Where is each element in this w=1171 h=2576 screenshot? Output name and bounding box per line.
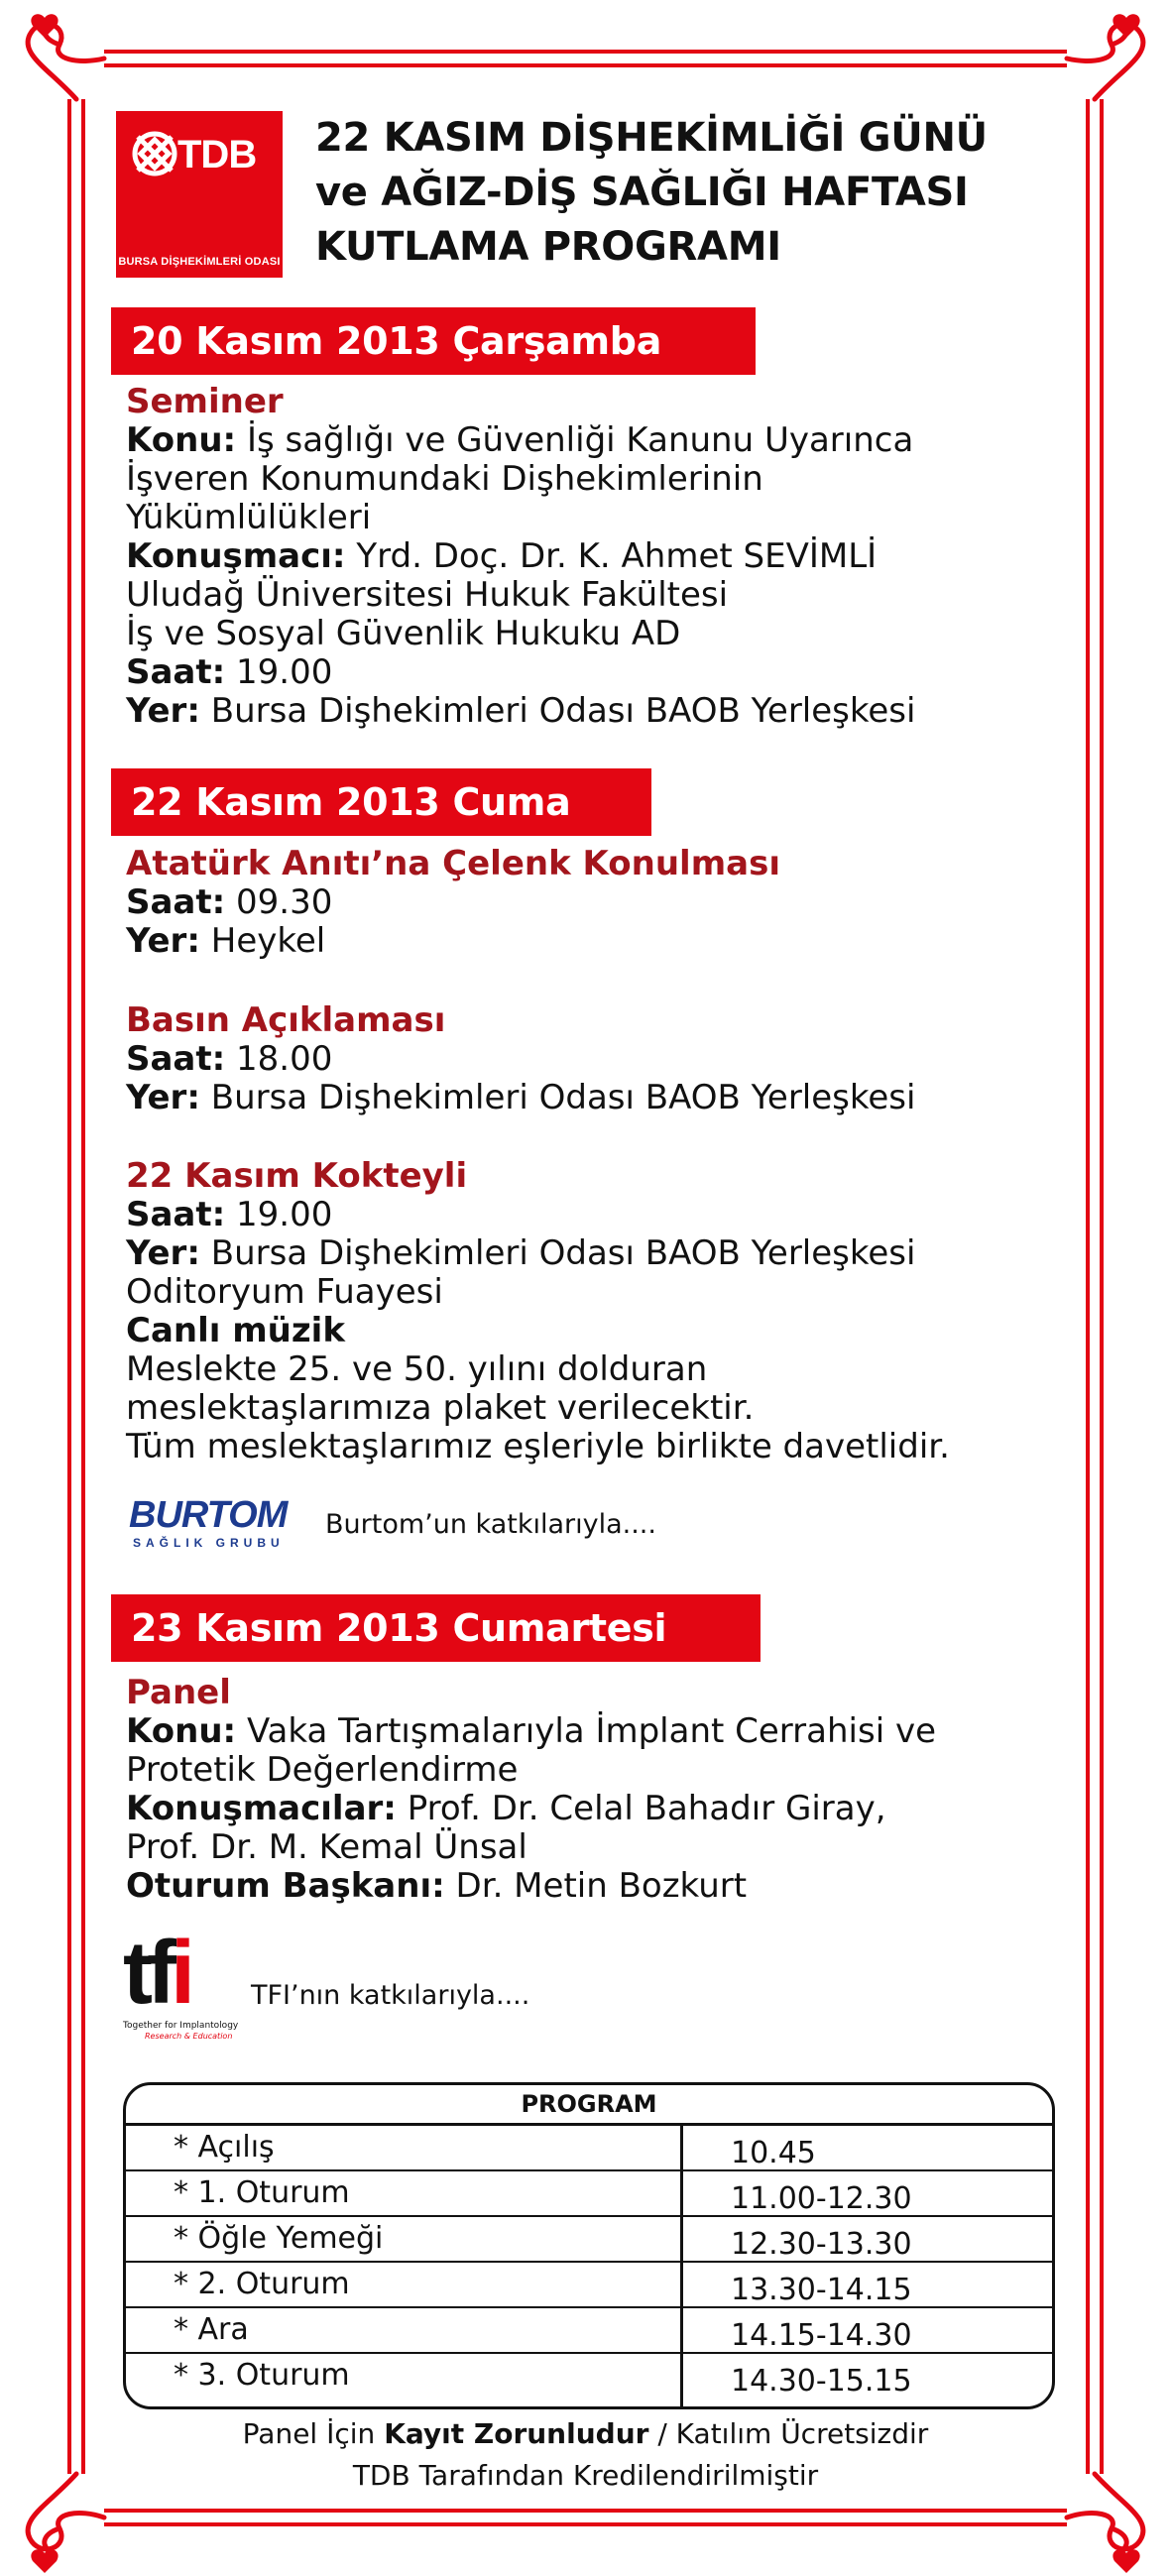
table-row [126,2217,1052,2263]
program-item: * Öğle Yemeği [174,2221,384,2256]
footer-line-1 [0,2417,1171,2450]
speaker-text: Uludağ Üniversitesi Hukuk Fakültesi [126,575,729,615]
chair-value: Dr. Metin Bozkurt [455,1866,748,1906]
place-label: Yer: [126,921,200,961]
section-heading: Atatürk Anıtı’na Çelenk Konulması [126,844,780,883]
heart-icon [31,2549,58,2573]
time-label: Saat: [126,1039,226,1079]
table-row [126,2171,1052,2217]
title-line: KUTLAMA PROGRAMI [315,224,781,270]
tdb-logo [116,111,283,278]
place-value: Bursa Dişhekimleri Odası BAOB Yerleşkesi [210,1233,916,1273]
section-heading: Basın Açıklaması [126,1000,446,1040]
speaker-text: İş ve Sosyal Güvenlik Hukuku AD [126,614,681,653]
tfi-logo-mark [123,1924,189,2023]
registration-required: Kayıt Zorunludur [384,2417,649,2450]
speakers-text: Prof. Dr. M. Kemal Ünsal [126,1827,527,1867]
speaker-label: Konuşmacı: [126,536,346,576]
time-value: 19.00 [236,1195,333,1234]
time-value: 18.00 [236,1039,333,1079]
place-value: Heykel [210,921,326,961]
panel-section [126,1674,936,1906]
program-item: * 1. Oturum [174,2175,350,2210]
konu-text: İş sağlığı ve Güvenliği Kanunu Uyarınca [246,420,914,460]
celenk-section [126,845,780,961]
program-item: * 2. Oturum [174,2267,350,2301]
table-row [126,2354,1052,2398]
seminer-section [126,383,915,731]
footer-text: / Katılım Ücretsizdir [648,2417,929,2450]
program-time: 13.30-14.15 [731,2273,912,2307]
title-line: ve AĞIZ-DİŞ SAĞLIĞI HAFTASI [315,170,969,215]
chair-label: Oturum Başkanı: [126,1866,445,1906]
title-line: 22 KASIM DİŞHEKİMLİĞİ GÜNÜ [315,115,988,161]
tfi-logo-tf: tf [123,1924,171,2023]
knot-icon [124,123,185,184]
logo-subtitle: BURSA DİŞHEKİMLERİ ODASI [118,256,281,268]
section-heading: Panel [126,1673,231,1712]
music-label: Canlı müzik [126,1311,345,1350]
footer-line-2: TDB Tarafından Kredilendirilmiştir [352,2459,819,2492]
section-heading: Seminer [126,382,284,421]
corner-swirl-top-right [1067,24,1143,99]
table-row [126,2126,1052,2171]
tfi-logo-sub2: Research & Education [145,2032,233,2041]
konu-label: Konu: [126,1711,237,1751]
table-row [126,2308,1052,2354]
speakers-text: Prof. Dr. Celal Bahadır Giray, [407,1789,886,1828]
note-line: Tüm meslektaşlarımız eşleriyle birlikte davetlidir. [126,1427,950,1466]
time-value: 19.00 [236,652,333,692]
place-value: Bursa Dişhekimleri Odası BAOB Yerleşkesi [210,1078,916,1117]
konu-text: İşveren Konumundaki Dişhekimlerinin [126,459,763,499]
program-time: 11.00-12.30 [731,2181,912,2216]
time-label: Saat: [126,652,226,692]
time-value: 09.30 [236,882,333,922]
footer-text: Panel İçin [242,2417,385,2450]
burtom-logo [129,1494,307,1552]
note-line: Meslekte 25. ve 50. yılını dolduran [126,1349,708,1389]
program-table [123,2082,1055,2409]
corner-swirl-top-left [28,24,104,99]
place-label: Yer: [126,1233,200,1273]
table-row [126,2263,1052,2308]
program-time: 14.30-15.15 [731,2364,912,2399]
program-item: * 3. Oturum [174,2358,350,2393]
program-time: 14.15-14.30 [731,2318,912,2353]
program-time: 12.30-13.30 [731,2227,912,2262]
tfi-logo [123,1924,247,2046]
time-label: Saat: [126,882,226,922]
burtom-logo-name: BURTOM [129,1494,288,1536]
place-label: Yer: [126,691,200,731]
kokteyl-section [126,1157,950,1466]
konu-text: Protetik Değerlendirme [126,1750,519,1790]
tfi-logo-i: i [170,1924,189,2023]
basin-section [126,1001,915,1117]
date-band-day1: 20 Kasım 2013 Çarşamba [111,307,756,375]
place-value: Bursa Dişhekimleri Odası BAOB Yerleşkesi [210,691,916,731]
speakers-label: Konuşmacılar: [126,1789,397,1828]
tfi-caption: TFI’nın katkılarıyla.... [251,1980,530,2011]
place-label: Yer: [126,1078,200,1117]
heart-icon [31,14,58,38]
heart-icon [1112,14,1139,38]
program-item: * Açılış [174,2130,275,2165]
section-heading: 22 Kasım Kokteyli [126,1156,468,1196]
burtom-logo-sub: SAĞLIK GRUBU [133,1536,285,1550]
program-header: PROGRAM [126,2085,1052,2126]
logo-text: TDB [177,133,257,176]
speaker-text: Yrd. Doç. Dr. K. Ahmet SEVİMLİ [356,536,878,576]
date-band-day3: 23 Kasım 2013 Cumartesi [111,1594,761,1662]
time-label: Saat: [126,1195,226,1234]
tfi-logo-sub1: Together for Implantology [123,2021,239,2031]
konu-text: Yükümlülükleri [126,498,372,537]
note-line: meslektaşlarımıza plaket verilecektir. [126,1388,755,1428]
place-value: Oditoryum Fuayesi [126,1272,443,1312]
program-time: 10.45 [731,2136,816,2170]
date-band-day2: 22 Kasım 2013 Cuma [111,768,651,836]
konu-text: Vaka Tartışmalarıyla İmplant Cerrahisi ve [246,1711,936,1751]
program-item: * Ara [174,2312,249,2347]
heart-icon [1112,2549,1139,2573]
burtom-caption: Burtom’un katkılarıyla.... [325,1509,656,1540]
page-title [315,111,988,275]
konu-label: Konu: [126,420,237,460]
